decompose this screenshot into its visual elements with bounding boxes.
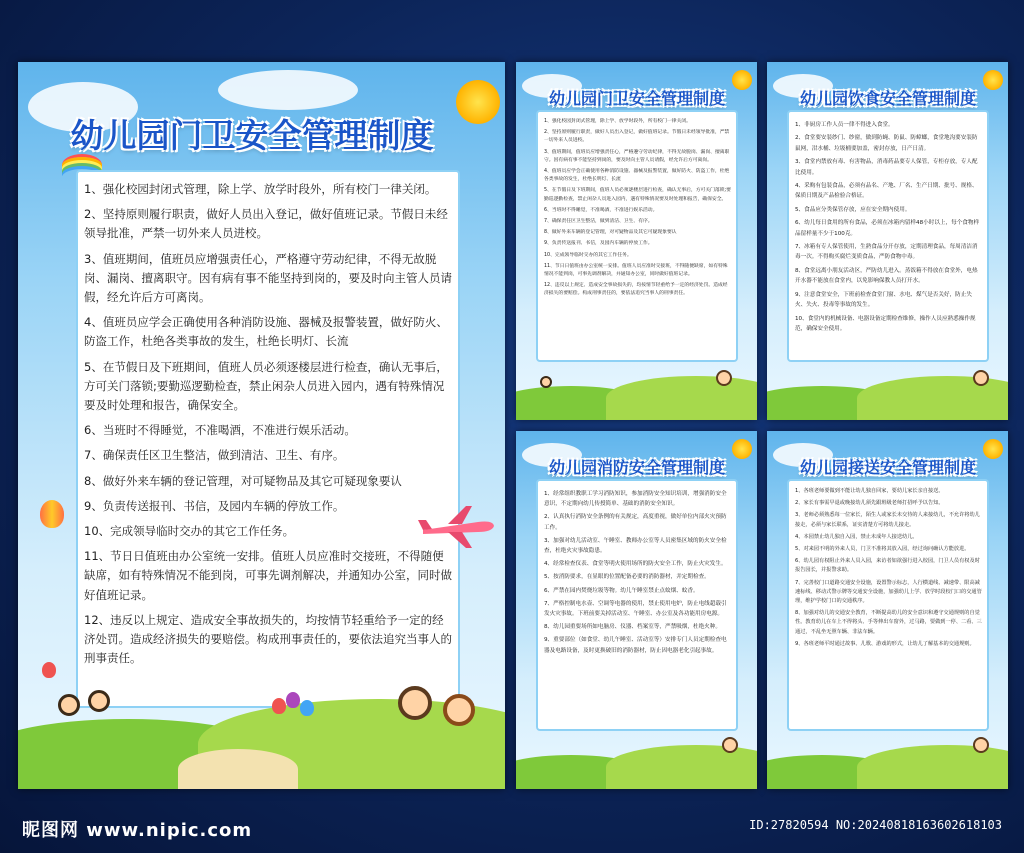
balloon-icon — [272, 698, 286, 714]
rule-item: 5、对来园不明的外来人员，门卫不准将其放入园，经过询问确认方能放进。 — [795, 546, 970, 553]
rule-list — [544, 118, 732, 299]
rule-item: 12、违反以上规定、造成安全事故损失的，均按情节轻重给予一定的经济处罚。造成经济损失的要赔偿。构成刑事责任的，要依法追究当事人的刑事责任。 — [84, 612, 452, 666]
poster-title: 幼儿园门卫安全管理制度 — [548, 89, 725, 108]
rule-item: 5、食品应分类保管存放，应在安全期内使用。 — [795, 206, 911, 213]
rule-item: 10、食堂内的机械设备、电器设备定期检查维修，操作人员应熟悉操作规范，确保安全使用。 — [795, 315, 976, 332]
rule-item: 1、非厨房工作人员一律不得进入食堂。 — [795, 122, 894, 128]
rule-item: 6、当班时不得睡觉，不准喝酒，不准进行娱乐活动。 — [84, 423, 356, 438]
poster-gate-small — [516, 62, 757, 420]
rule-item: 6、当班时不得睡觉，不准喝酒，不准进行娱乐活动。 — [544, 207, 658, 213]
rule-item: 6、幼儿每日食用的所有食品，必须在冰箱内留样48小时以上，每个食物样品留样量不少于100克。 — [795, 220, 980, 237]
child-figure — [398, 686, 432, 720]
child-figure — [88, 690, 110, 712]
rule-item: 10、完成领导临时交办的其它工作任务。 — [544, 252, 632, 258]
rule-item: 8、幼儿园重要场所如电脑房、仪器、档案室等，严禁吸烟，杜绝火种。 — [544, 624, 721, 631]
rule-item: 6、严禁在园内焚烧垃圾等物。幼儿午睡室禁止点蚊烟、蚊香。 — [544, 587, 699, 594]
rule-item: 4、经常检查仪表、食堂等明火使用场所的防火安全工作，防止火灾发生。 — [544, 561, 727, 568]
rule-item: 3、值班期间，值班员应增强责任心，严格遵守劳动纪律，不得无故脱岗、漏岗、擅离职守。因有病有事不能坚持到岗的，要及时向主管人员请假，经允许后方可离岗。 — [544, 149, 730, 163]
rule-item: 2、食堂要安装纱门、纱窗，做到防蝇、防鼠、防蟑螂，食堂地沟要安装防鼠网，泔水桶、垃圾桶要加盖，密封存放，日产日清。 — [795, 135, 978, 152]
rule-item: 6、幼儿园有权阻止外来人员入园，来访者如欲强行进入校园，门卫人员有权及时报告园长，并报警求助。 — [795, 558, 980, 574]
rule-item: 1、强化校园封闭式管理，除上学、放学时段外，所有校门一律关闭。 — [84, 182, 437, 196]
rule-item: 1、各班老师要做到不能让幼儿独自回家，要幼儿家长亲自接送。 — [795, 488, 944, 494]
balloon-icon — [42, 662, 56, 678]
rule-item: 4、本园禁止幼儿独自入园，禁止未成年人接送幼儿。 — [795, 533, 918, 540]
rule-item: 7、确保责任区卫生整洁，做到清洁、卫生、有序。 — [84, 448, 345, 463]
hot-air-balloon-icon — [40, 500, 64, 528]
rule-item: 4、值班员应学会正确使用各种消防设施、器械及报警装置，做好防火、防盗工作，杜绝各类事故的发生，杜绝长明灯、长流 — [544, 169, 730, 183]
rule-item: 9、各班老师平时通过故事、儿歌、游戏的形式，让幼儿了解基本的交通规则。 — [795, 640, 975, 647]
rule-item: 5、在节假日及下班期间，值班人员必须逐楼层进行检查，确认无事后，方可关门落锁;要勤巡逻勤检查，禁止闲杂人员进入园内，遇有特殊情况要及时处理和报告，确保安全。 — [84, 359, 448, 413]
rule-item: 8、做好外来车辆的登记管理，对可疑物品及其它可疑现象要认 — [544, 230, 677, 236]
poster-food-safety — [767, 62, 1008, 420]
rule-item: 9、注意食堂安全，下班前检查食堂门窗、水电、煤气是否关好，防止失火、失火、投毒等事故的发生。 — [795, 291, 972, 309]
child-figure — [540, 376, 552, 388]
sun-icon — [456, 80, 500, 124]
poster-pickup-safety — [767, 431, 1008, 789]
child-figure — [722, 737, 738, 753]
site-logo: 昵图网 www.nipic.com — [22, 820, 253, 841]
rule-item: 1、经常组织教职工学习消防知识，参加消防安全知识培训，增强消防安全意识，不定期向幼儿传授简单、基础的消防安全知识。 — [544, 491, 727, 508]
rule-item: 1、强化校园封闭式管理，除上学、放学时段外，所有校门一律关闭。 — [544, 119, 691, 124]
rule-item: 10、完成领导临时交办的其它工作任务。 — [84, 524, 295, 539]
poster-gate-large — [18, 62, 505, 789]
rule-item: 4、采购有包装食品，必须有品名、产地、厂名、生产日期、批号、规格、保质日期及产品检验合格证。 — [795, 183, 978, 200]
rule-item: 3、值班期间，值班员应增强责任心，严格遵守劳动纪律，不得无故脱岗、漏岗、擅离职守。因有病有事不能坚持到岗的，要及时向主管人员请假，经允许后方可离岗。 — [84, 251, 452, 305]
cloud — [218, 70, 358, 110]
child-figure — [973, 737, 989, 753]
ground-scene — [516, 737, 757, 789]
rule-item: 5、按消防要求，在显眼的位置配备必要的消防器材，并定期检查。 — [544, 574, 710, 581]
image-id-text: ID:27820594 NO:20240818163602618103 — [749, 818, 1002, 832]
rule-list — [84, 180, 454, 668]
rule-item: 3、老师必须熟悉每一位家长，陌生人或家长未交待的人来接幼儿，不允许将幼儿接走，必须与家长联系，证实清楚方可将幼儿接走。 — [795, 512, 980, 528]
rule-item: 9、负责传送报刊、书信，及园内车辆的停放工作。 — [544, 241, 653, 247]
poster-title: 幼儿园接送安全管理制度 — [799, 458, 976, 477]
rule-item: 7、严格控制电水壶、空调等电器的使用，禁止使用电炉，防止电线超载引发火灾事故。下班前要关掉活动室、午睡室、办公室及各功能用房电源。 — [544, 600, 727, 618]
ground-scene — [767, 737, 1008, 789]
rule-item: 11、节日日值班由办公室统一安排。值班人员应准时交接班，不得随便缺席，如有特殊情况不能到岗，可事先调剂解决，并通知办公室，同时做好值班记录。 — [544, 263, 728, 278]
rule-item: 11、节日日值班由办公室统一安排。值班人员应准时交接班，不得随便缺席，如有特殊情况不能到岗，可事先调剂解决，并通知办公室，同时做好值班记录。 — [84, 549, 452, 602]
rule-item: 8、食堂远离小朋友活动区，严防幼儿进入。蒸饭箱不得放在食堂外，电热开水器不能放在食堂内，以免影响保教人员打开水。 — [795, 267, 978, 285]
rule-item: 9、负责传送报刊、书信，及园内车辆的停放工作。 — [84, 498, 345, 513]
rule-list — [544, 489, 732, 656]
rule-item: 3、加强对幼儿活动室、午睡室、教师办公室等人员密集区域的防火安全检查，杜绝火灾事故隐患。 — [544, 537, 727, 555]
balloon-icon — [286, 692, 300, 708]
ground-scene — [767, 368, 1008, 420]
rule-item: 7、冰箱有专人保管使用，生熟食品分开存放，定期清理食品，每周清洁消毒一次。不得购买腐烂变质食品，严防食物中毒。 — [795, 244, 978, 261]
poster-title: 幼儿园饮食安全管理制度 — [799, 89, 976, 108]
rule-item: 12、违反以上规定、造成安全事故损失的，均按情节轻重给予一定的经济处罚。造成经济损失的要赔偿。构成刑事责任的，要依法追究当事人的刑事责任。 — [544, 283, 728, 297]
balloon-icon — [300, 700, 314, 716]
rule-item: 2、认真执行消防安全条例的有关规定，高度重视，做好单位内部火灾预防工作。 — [544, 514, 727, 531]
poster-title: 幼儿园门卫安全管理制度 — [70, 116, 434, 155]
child-figure — [58, 694, 80, 716]
rule-item: 4、值班员应学会正确使用各种消防设施、器械及报警装置，做好防火、防盗工作，杜绝各类事故的发生，杜绝长明灯、长流 — [84, 315, 448, 349]
rule-item: 3、食堂内禁放有毒、有害物品，消毒药品要专人保管，专柜存放，专人配比使用。 — [795, 159, 978, 176]
rule-item: 8、做好外来车辆的登记管理，对可疑物品及其它可疑现象要认 — [84, 473, 402, 488]
poster-fire-safety — [516, 431, 757, 789]
rule-item: 8、加强对幼儿的交通安全教育，不断提高幼儿的安全意识和遵守交通规则的自觉性。教育幼儿在车上不得将头、手等伸出车窗外，过马路，要做到一停、二看、三通过，不乱坐无照车辆、非法车辆。 — [795, 610, 982, 635]
rule-item: 9、重要部位（如食堂、幼儿午睡室、活动室等）安排专门人员定期检查电器及电路设备，及时更换破旧的消防器材，防止因电器老化引起事故。 — [544, 637, 727, 654]
rule-item: 5、在节假日及下班期间，值班人员必须逐楼层进行检查，确认无事后，方可关门落锁;要勤巡逻勤检查，禁止闲杂人员进入园内，遇有特殊情况要及时处理和报告，确保安全。 — [544, 188, 731, 202]
rule-list — [795, 487, 983, 649]
rule-item: 2、坚持原则履行职责，做好人员出入登记，做好值班记录。节假日未经领导批准，严禁一切外来人员进校。 — [84, 207, 448, 241]
rule-list — [795, 120, 983, 334]
child-figure — [716, 370, 732, 386]
child-figure — [443, 694, 475, 726]
rule-item: 7、确保责任区卫生整洁，做到清洁、卫生、有序。 — [544, 219, 653, 225]
child-figure — [973, 370, 989, 386]
rule-item: 2、坚持原则履行职责，做好人员出入登记，做好值班记录。节假日未经领导批准，严禁一切外来人员进校。 — [544, 130, 730, 144]
poster-title: 幼儿园消防安全管理制度 — [548, 458, 725, 477]
airplane-icon — [418, 502, 498, 552]
rule-item: 2、家长有事需早退或晚接幼儿须先跟班级老师打招呼予以告知。 — [795, 500, 944, 507]
rule-item: 7、完善校门口道路交通安全设施，设置警示标志，人行横道线、减速带、限高减速标线、移动式警示牌等交通安全设施，加强幼儿上学、放学时段校门口的交通管理，维护学校门口的交通秩序。 — [795, 579, 982, 605]
